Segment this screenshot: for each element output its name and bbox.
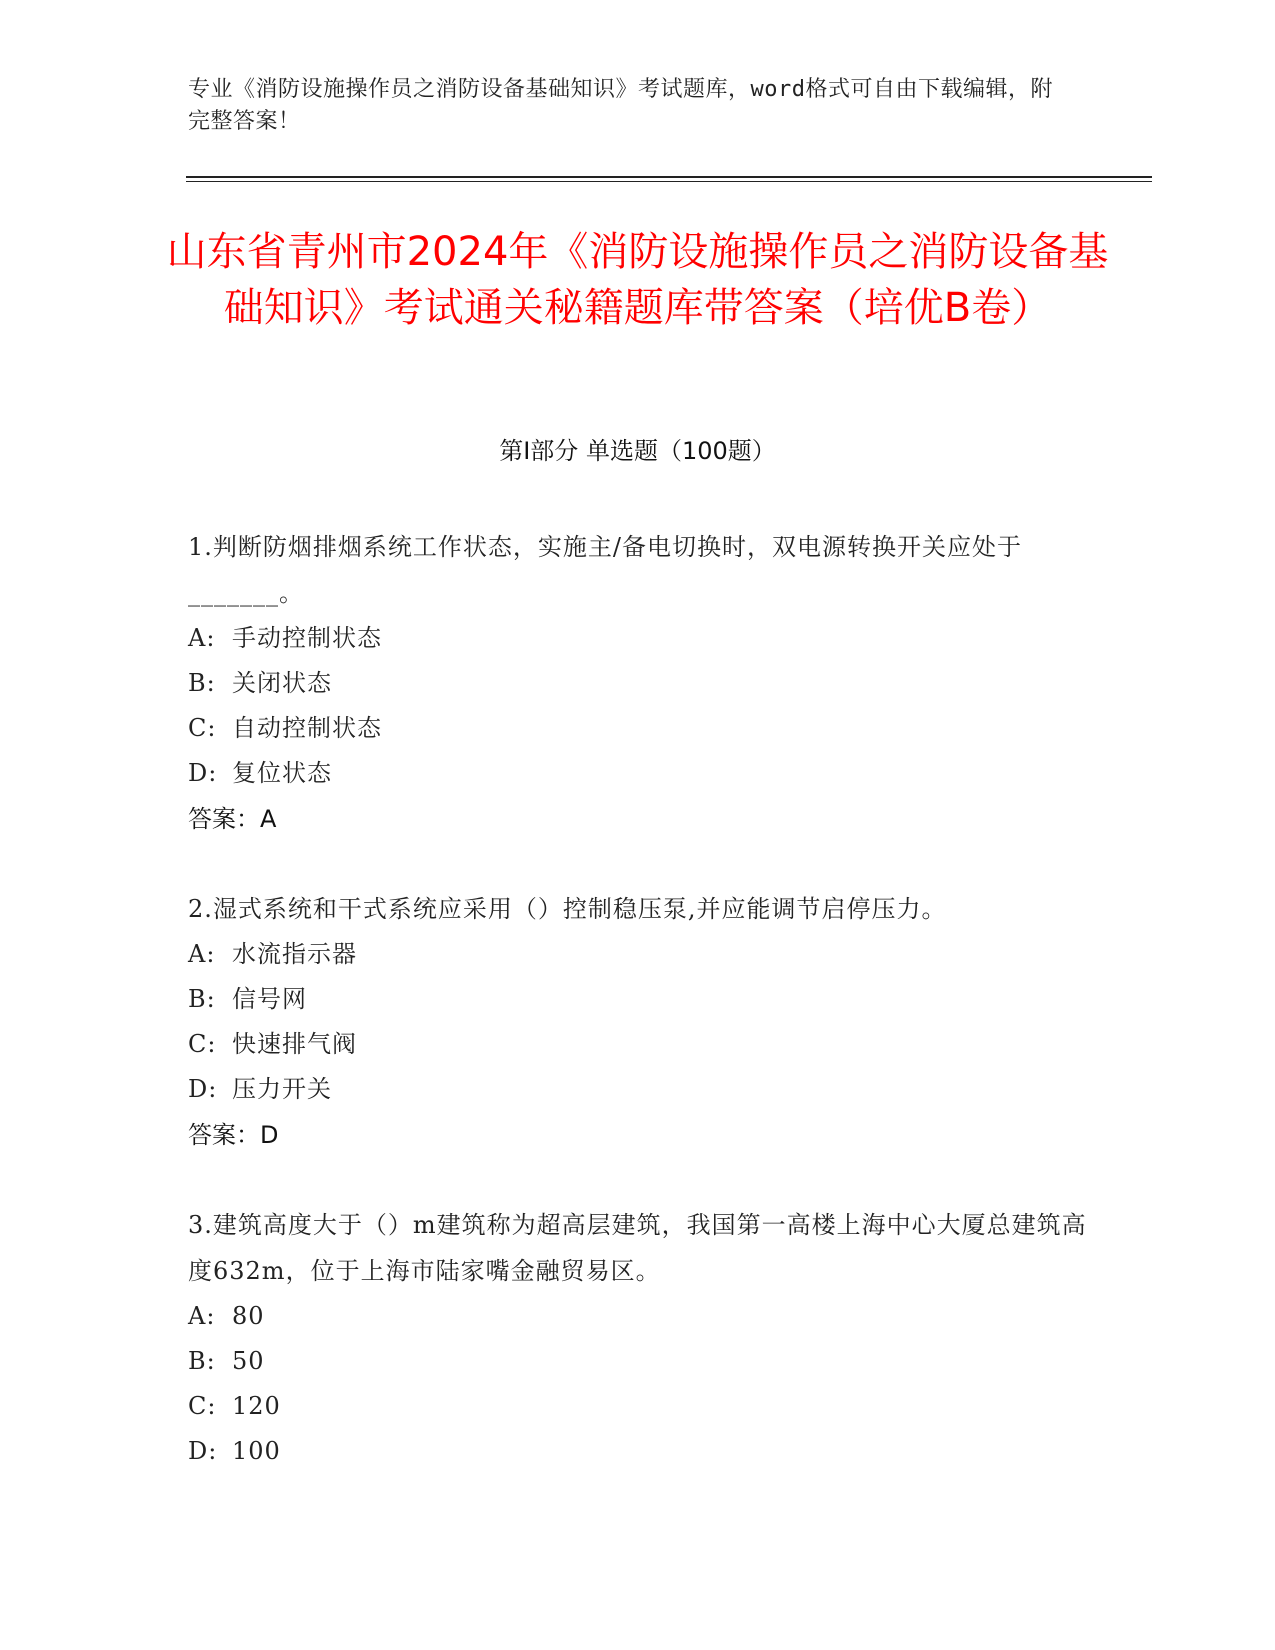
option-key: B: — [188, 985, 216, 1013]
question-1 — [188, 524, 1088, 842]
option-text: 80 — [232, 1302, 265, 1330]
question-3 — [188, 1202, 1088, 1474]
option-d — [188, 751, 1088, 796]
option-key: A: — [188, 940, 216, 968]
option-b — [188, 661, 1088, 706]
option-d — [188, 1429, 1088, 1474]
option-text: 压力开关 — [232, 1075, 332, 1103]
option-text: 复位状态 — [232, 759, 332, 787]
option-c — [188, 1384, 1088, 1429]
option-key: C: — [188, 1392, 217, 1420]
section-title: 第Ⅰ部分 单选题（100题） — [499, 437, 776, 465]
option-key: A: — [188, 624, 216, 652]
option-text: 自动控制状态 — [232, 714, 382, 742]
option-text: 快速排气阀 — [232, 1030, 357, 1058]
option-text: 100 — [232, 1437, 281, 1465]
option-b — [188, 1339, 1088, 1384]
option-b — [188, 977, 1088, 1022]
header-divider-thin — [186, 181, 1152, 182]
option-c — [188, 1022, 1088, 1067]
answer-line: 答案：D — [188, 1121, 279, 1149]
question-text: 1.判断防烟排烟系统工作状态，实施主/备电切换时，双电源转换开关应处于_______。 — [188, 533, 1022, 607]
option-key: B: — [188, 669, 216, 697]
option-text: 关闭状态 — [232, 669, 332, 697]
header-note: 专业《消防设施操作员之消防设备基础知识》考试题库，word格式可自由下载编辑，附完整答案！ — [188, 77, 1053, 134]
option-a — [188, 1294, 1088, 1339]
header-divider-thick — [186, 176, 1152, 178]
option-d — [188, 1067, 1088, 1112]
option-text: 手动控制状态 — [232, 624, 382, 652]
option-key: B: — [188, 1347, 216, 1375]
question-2 — [188, 886, 1088, 1158]
option-a — [188, 932, 1088, 977]
option-key: C: — [188, 1030, 217, 1058]
option-text: 水流指示器 — [232, 940, 357, 968]
option-key: D: — [188, 759, 218, 787]
option-key: C: — [188, 714, 217, 742]
document-title: 山东省青州市2024年《消防设施操作员之消防设备基础知识》考试通关秘籍题库带答案（培优B卷） — [166, 229, 1109, 331]
option-key: D: — [188, 1075, 218, 1103]
option-text: 120 — [232, 1392, 281, 1420]
question-text: 3.建筑高度大于（）m建筑称为超高层建筑，我国第一高楼上海中心大厦总建筑高度632m，位于上海市陆家嘴金融贸易区。 — [188, 1211, 1087, 1285]
option-a — [188, 616, 1088, 661]
option-key: D: — [188, 1437, 218, 1465]
question-text: 2.湿式系统和干式系统应采用（）控制稳压泵,并应能调节启停压力。 — [188, 895, 947, 923]
option-c — [188, 706, 1088, 751]
option-text: 50 — [232, 1347, 265, 1375]
answer-line: 答案：A — [188, 805, 277, 833]
option-text: 信号网 — [232, 985, 307, 1013]
option-key: A: — [188, 1302, 216, 1330]
